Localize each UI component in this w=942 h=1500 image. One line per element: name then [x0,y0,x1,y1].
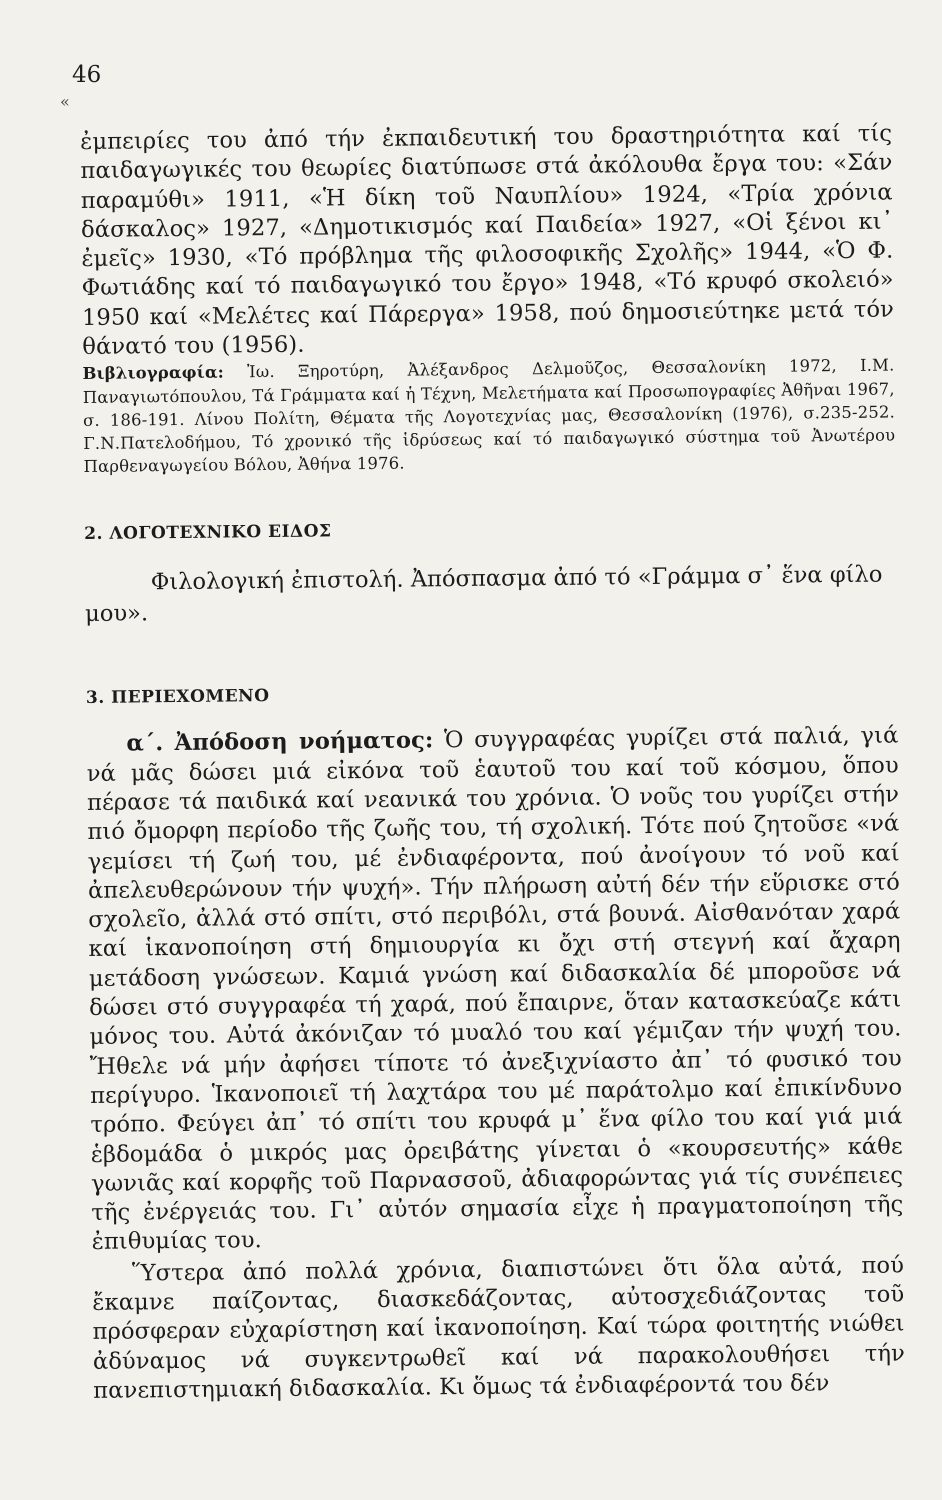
margin-mark: « [60,92,70,111]
bibliography [82,354,895,479]
intro-paragraph: ἐμπειρίες του ἀπό τήν ἐκπαιδευτική του δραστηριότητα καί τίς παιδαγωγικές του θεωρίες διατύπωσε στά ἀκόλουθα ἔργα του: «Σάν παραμύθι» 1911, «Ἡ δίκη τοῦ Ναυπλίου» 1924, «Τρία χρόνια δάσκαλος» 1927, «Δημοτικισμός καί Παιδεία» 1927, «Οἱ ξένοι κι᾿ ἐμεῖς» 1930, «Τό πρόβλημα τῆς φιλοσοφικῆς Σχολῆς» 1944, «Ὁ Φ. Φωτιάδης καί τό παιδαγωγικό του ἔργο» 1948, «Τό κρυφό σκολειό» 1950 καί «Μελέτες καί Πάρεργα» 1958, πού δημοσιεύτηκε μετά τόν θάνατό του (1956). [80,120,895,361]
bibliography-label: Βιβλιογραφία: [82,362,225,384]
section-2-text: Φιλολογική ἐπιστολή. Ἀπόσπασμα ἀπό τό «Γράμμα σ᾿ ἕνα φίλο μου». [84,562,883,628]
bibliography-text: Ἰω. Ξηροτύρη, Ἀλέξανδρος Δελμοῦζος, Θεσσαλονίκη 1972, Ι.Μ. Παναγιωτόπουλου, Τά Γράμματα καί ἡ Τέχνη, Μελετήματα καί Προσωπογραφίες Ἀθῆναι 1967, σ. 186-191. Λίνου Πολίτη, Θέματα τῆς Λογοτεχνίας μας, Θεσσαλονίκη (1976), σ.235-252. Γ.Ν.Πατελοδήμου, Τό χρονικό τῆς ἱδρύσεως καί τό παιδαγωγικό σύστημα τοῦ Ἀνωτέρου Παρθεναγωγείου Βόλου, Ἀθήνα 1976. [82,355,896,477]
section-3-paragraph-2: Ὕστερα ἀπό πολλά χρόνια, διαπιστώνει ὅτι ὅλα αὐτά, πού ἔκαμνε παίζοντας, διασκεδάζοντας, αὐτοσχεδιάζοντας τοῦ πρόσφεραν εὐχαρίστηση καί ἱκανοποίηση. Καί τώρα φοιτητής νιώθει ἀδύναμος νά συγκεντρωθεῖ καί νά παρακολουθήσει τήν πανεπιστημιακή διδασκαλία. Κι ὅμως τά ἐνδιαφέροντά του δέν [92,1252,906,1404]
page-content [80,119,905,1406]
page-number: 46 [72,62,102,88]
section-3-paragraph-1-text: Ὁ συγγραφέας γυρίζει στά παλιά, γιά νά μᾶς δώσει μιά εἰκόνα τοῦ ἑαυτοῦ του καί τοῦ κόσμου, ὅπου πέρασε τά παιδικά καί νεανικά του χρόνια. Ὁ νοῦς του γυρίζει στήν πιό ὄμορφη περίοδο τῆς ζωῆς του, τή σχολική. Τότε πού ζητοῦσε «νά γεμίσει τή ζωή του, μέ ἐνδιαφέροντα, πού ἀνοίγουν τό νοῦ καί ἀπελευθερώνουν τήν ψυχή». Τήν πλήρωση αὐτή δέν τήν εὕρισκε στό σχολεῖο, ἀλλά στό σπίτι, στό περιβόλι, στά βουνά. Αἰσθανόταν χαρά καί ἱκανοποίηση στή δημιουργία κι ὄχι στή στεγνή καί ἄχαρη μετάδοση γνώσεων. Καμιά γνώση καί διδασκαλία δέ μποροῦσε νά δώσει στό συγγραφέα τή χαρά, πού ἔπαιρνε, ὅταν κατασκεύαζε κάτι μόνος του. Αὐτά ἀκόνιζαν τό μυαλό του καί γέμιζαν τήν ψυχή του. Ἤθελε νά μήν ἀφήσει τίποτε τό ἀνεξιχνίαστο ἀπ᾿ τό φυσικό του περίγυρο. Ἱκανοποιεῖ τή λαχτάρα του μέ παράτολμο καί ἐπικίνδυνο τρόπο. Φεύγει ἀπ᾿ τό σπίτι του κρυφά μ᾿ ἕνα φίλο του καί γιά μιά ἑβδομάδα ὁ μικρός μας ὀρειβάτης γίνεται ὁ «κουρσευτής» κάθε γωνιᾶς καί κορφῆς τοῦ Παρνασσοῦ, ἀδιαφορώντας γιά τίς συνέπειες τῆς ἐνέργειάς του. Γι᾿ αὐτόν σημασία εἶχε ἡ πραγματοποίηση τῆς ἐπιθυμίας του. [86,722,904,1256]
section-3-paragraph-1 [86,722,903,1258]
section-2-heading: 2. ΛΟΓΟΤΕΧΝΙΚΟ ΕΙΔΟΣ [84,521,332,545]
section-3-sub-label: α΄. Ἀπόδοση νοήματος: [126,727,434,757]
section-3-heading: 3. ΠΕΡΙΕΧΟΜΕΝΟ [85,686,270,709]
